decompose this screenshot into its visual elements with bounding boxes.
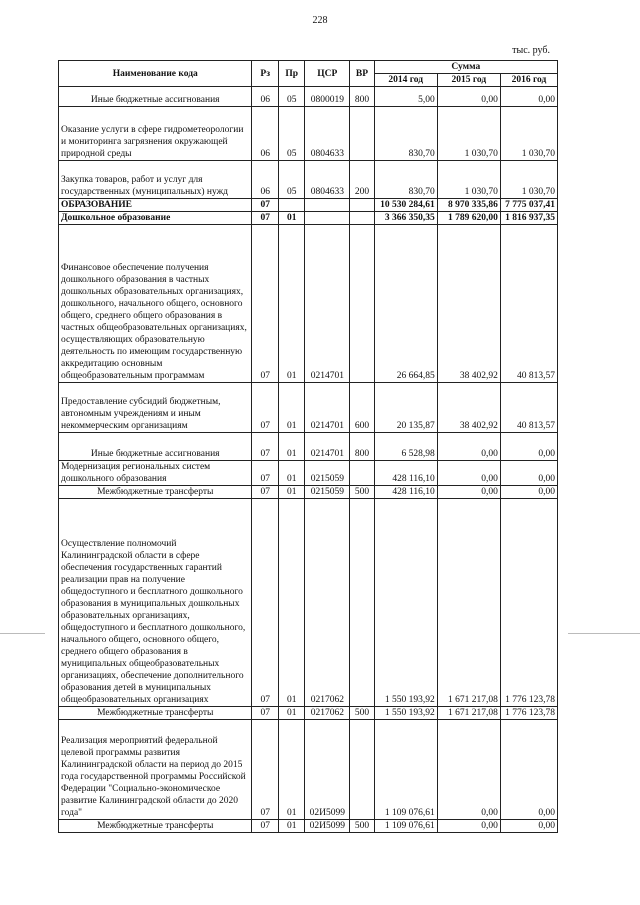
row-name: Оказание услуги в сфере гидрометеорологии и мониторинга загрязнения окружающей природной среды <box>59 107 252 161</box>
row-2014: 20 135,87 <box>374 383 437 433</box>
row-pr: 01 <box>278 461 304 486</box>
table-row <box>59 383 558 433</box>
row-2014: 428 116,10 <box>374 486 437 499</box>
row-2016: 0,00 <box>500 461 557 486</box>
row-rz: 07 <box>252 461 278 486</box>
row-name: Межбюджетные трансферты <box>59 486 252 499</box>
row-vr: 500 <box>350 820 374 833</box>
row-pr: 01 <box>278 225 304 383</box>
row-2015: 0,00 <box>437 461 500 486</box>
scan-artifact-right <box>568 633 640 634</box>
table-row <box>59 707 558 720</box>
row-csr: 0800019 <box>305 87 350 107</box>
header-csr: ЦСР <box>305 61 350 87</box>
table-row <box>59 107 558 161</box>
header-2016: 2016 год <box>500 74 557 87</box>
row-2016: 40 813,57 <box>500 225 557 383</box>
table-row <box>59 199 558 212</box>
table-body <box>59 87 558 833</box>
row-vr: 500 <box>350 486 374 499</box>
row-rz: 07 <box>252 486 278 499</box>
row-pr: 01 <box>278 499 304 707</box>
row-csr: 0217062 <box>305 707 350 720</box>
row-2015: 1 030,70 <box>437 161 500 199</box>
row-2015: 0,00 <box>437 486 500 499</box>
row-csr: 02И5099 <box>305 820 350 833</box>
row-pr: 05 <box>278 87 304 107</box>
row-name: Закупка товаров, работ и услуг для государственных (муниципальных) нужд <box>59 161 252 199</box>
table-row <box>59 820 558 833</box>
row-vr <box>350 225 374 383</box>
row-2014: 3 366 350,35 <box>374 212 437 225</box>
row-vr <box>350 499 374 707</box>
row-name: Дошкольное образование <box>59 212 252 225</box>
row-2015: 1 030,70 <box>437 107 500 161</box>
row-2014: 6 528,98 <box>374 433 437 461</box>
table-row <box>59 433 558 461</box>
row-2014: 1 109 076,61 <box>374 720 437 820</box>
row-2016: 0,00 <box>500 87 557 107</box>
row-rz: 07 <box>252 199 278 212</box>
table-row <box>59 87 558 107</box>
row-2014: 5,00 <box>374 87 437 107</box>
row-csr: 0804633 <box>305 161 350 199</box>
row-vr <box>350 461 374 486</box>
row-2015: 0,00 <box>437 433 500 461</box>
row-2016: 0,00 <box>500 433 557 461</box>
row-name: Финансовое обеспечение получения дошкольного образования в частных дошкольных образовательных организациях, дошкольного, начального общего, основного общего, среднего общего образования в частных общеобразовательных организациях, осуществляющих образовательную деятельность по имеющим государственную аккредитацию основным общеобразовательным программам <box>59 225 252 383</box>
header-2014: 2014 год <box>374 74 437 87</box>
row-2016: 0,00 <box>500 720 557 820</box>
row-vr <box>350 212 374 225</box>
header-vr: ВР <box>350 61 374 87</box>
page-number: 228 <box>312 15 328 26</box>
row-2016: 1 030,70 <box>500 107 557 161</box>
header-rz: Рз <box>252 61 278 87</box>
row-vr: 500 <box>350 707 374 720</box>
table-header <box>59 61 558 87</box>
header-pr: Пр <box>278 61 304 87</box>
row-name: Межбюджетные трансферты <box>59 707 252 720</box>
row-csr: 0804633 <box>305 107 350 161</box>
row-2015: 0,00 <box>437 87 500 107</box>
row-vr: 200 <box>350 161 374 199</box>
row-2016: 1 816 937,35 <box>500 212 557 225</box>
row-name: Модернизация региональных систем дошкольного образования <box>59 461 252 486</box>
row-csr: 0214701 <box>305 383 350 433</box>
row-pr: 01 <box>278 433 304 461</box>
table-row <box>59 720 558 820</box>
row-2014: 1 550 193,92 <box>374 499 437 707</box>
row-2016: 1 030,70 <box>500 161 557 199</box>
header-name: Наименование кода <box>59 61 252 87</box>
row-csr <box>305 212 350 225</box>
row-2016: 40 813,57 <box>500 383 557 433</box>
row-2014: 830,70 <box>374 161 437 199</box>
row-name: Реализация мероприятий федеральной целевой программы развития Калининградской области на период до 2015 года государственной программы Российской Федерации "Социально-экономическое развитие Калининградской области до 2020 года" <box>59 720 252 820</box>
row-name: Иные бюджетные ассигнования <box>59 87 252 107</box>
table-row <box>59 499 558 707</box>
row-2016: 0,00 <box>500 820 557 833</box>
row-vr <box>350 199 374 212</box>
row-pr: 01 <box>278 820 304 833</box>
row-2014: 26 664,85 <box>374 225 437 383</box>
table-row <box>59 212 558 225</box>
header-2015: 2015 год <box>437 74 500 87</box>
units-label: тыс. руб. <box>512 45 550 56</box>
row-rz: 07 <box>252 720 278 820</box>
row-rz: 07 <box>252 225 278 383</box>
table-row <box>59 461 558 486</box>
row-csr: 0215059 <box>305 461 350 486</box>
scan-artifact-left <box>0 633 45 634</box>
row-vr <box>350 107 374 161</box>
row-2015: 0,00 <box>437 720 500 820</box>
row-name: ОБРАЗОВАНИЕ <box>59 199 252 212</box>
budget-table <box>58 60 558 833</box>
row-name: Предоставление субсидий бюджетным, автономным учреждениям и иным некоммерческим организациям <box>59 383 252 433</box>
row-vr: 800 <box>350 87 374 107</box>
row-pr: 01 <box>278 707 304 720</box>
row-2014: 1 109 076,61 <box>374 820 437 833</box>
header-sum: Сумма <box>374 61 557 74</box>
row-pr <box>278 199 304 212</box>
row-2014: 10 530 284,61 <box>374 199 437 212</box>
row-name: Межбюджетные трансферты <box>59 820 252 833</box>
row-rz: 06 <box>252 161 278 199</box>
row-2014: 1 550 193,92 <box>374 707 437 720</box>
row-2016: 7 775 037,41 <box>500 199 557 212</box>
table-row <box>59 161 558 199</box>
row-rz: 07 <box>252 433 278 461</box>
row-csr: 0214701 <box>305 433 350 461</box>
row-rz: 06 <box>252 87 278 107</box>
table-row <box>59 225 558 383</box>
row-2015: 1 789 620,00 <box>437 212 500 225</box>
row-csr: 0217062 <box>305 499 350 707</box>
row-2015: 1 671 217,08 <box>437 707 500 720</box>
row-name: Иные бюджетные ассигнования <box>59 433 252 461</box>
row-2016: 1 776 123,78 <box>500 499 557 707</box>
row-2016: 0,00 <box>500 486 557 499</box>
row-vr: 800 <box>350 433 374 461</box>
row-2015: 8 970 335,86 <box>437 199 500 212</box>
row-pr: 01 <box>278 212 304 225</box>
table-row <box>59 486 558 499</box>
row-2014: 428 116,10 <box>374 461 437 486</box>
row-2014: 830,70 <box>374 107 437 161</box>
row-csr <box>305 199 350 212</box>
row-2015: 38 402,92 <box>437 225 500 383</box>
row-vr <box>350 720 374 820</box>
row-2015: 38 402,92 <box>437 383 500 433</box>
row-rz: 07 <box>252 383 278 433</box>
row-vr: 600 <box>350 383 374 433</box>
row-2016: 1 776 123,78 <box>500 707 557 720</box>
row-csr: 02И5099 <box>305 720 350 820</box>
row-pr: 01 <box>278 383 304 433</box>
row-2015: 1 671 217,08 <box>437 499 500 707</box>
row-pr: 01 <box>278 486 304 499</box>
row-pr: 01 <box>278 720 304 820</box>
row-csr: 0215059 <box>305 486 350 499</box>
row-pr: 05 <box>278 161 304 199</box>
row-csr: 0214701 <box>305 225 350 383</box>
row-2015: 0,00 <box>437 820 500 833</box>
row-pr: 05 <box>278 107 304 161</box>
row-rz: 07 <box>252 212 278 225</box>
row-name: Осуществление полномочий Калининградской области в сфере обеспечения государственных гарантий реализации прав на получение общедоступного и бесплатного дошкольного образования в муниципальных дошкольных образовательных организациях, общедоступного и бесплатного дошкольного, начального общего, основного общего, среднего общего образования в муниципальных общеобразовательных организациях, обеспечение дополнительного образования детей в муниципальных общеобразовательных организациях <box>59 499 252 707</box>
row-rz: 07 <box>252 707 278 720</box>
row-rz: 06 <box>252 107 278 161</box>
row-rz: 07 <box>252 499 278 707</box>
row-rz: 07 <box>252 820 278 833</box>
